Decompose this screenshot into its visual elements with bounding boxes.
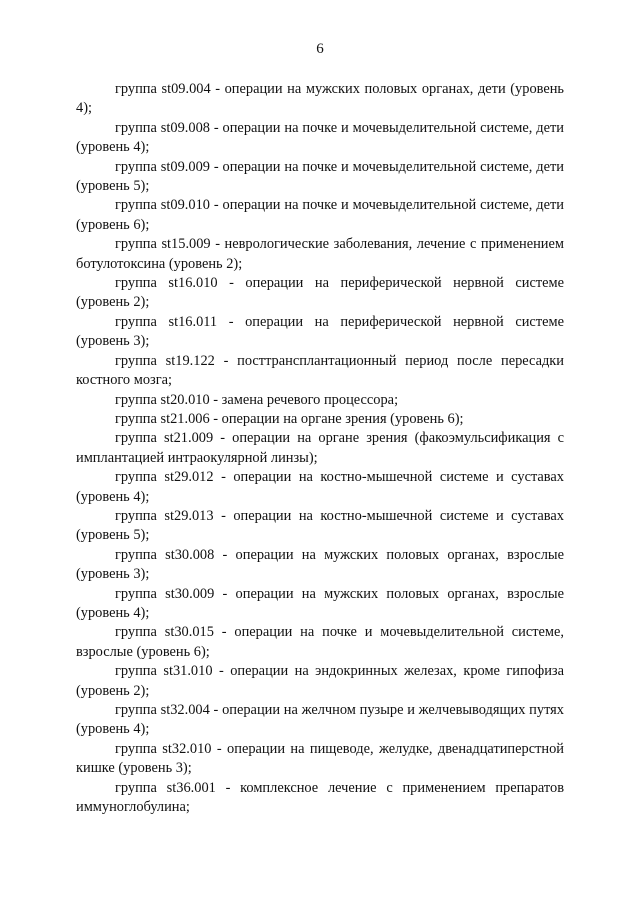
list-item: группа st09.010 - операции на почке и мочевыделительной системе, дети (уровень 6); — [76, 197, 564, 233]
list-item: группа st36.001 - комплексное лечение с применением препаратов иммуноглобулина; — [76, 779, 564, 816]
document-body — [76, 80, 564, 817]
list-item: группа st30.015 - операции на почке и мочевыделительной системе, взрослые (уровень 6); — [76, 624, 564, 660]
list-item: группа st29.012 - операции на костно-мышечной системе и суставах (уровень 4); — [76, 469, 564, 505]
list-item: группа st30.008 - операции на мужских половых органах, взрослые (уровень 3); — [76, 546, 564, 583]
list-item: группа st09.008 - операции на почке и мочевыделительной системе, дети (уровень 4); — [76, 119, 564, 156]
list-item: группа st21.009 - операции на органе зрения (факоэмульсификация с имплантацией интраокулярной линзы); — [76, 430, 564, 466]
list-item: группа st31.010 - операции на эндокринных железах, кроме гипофиза (уровень 2); — [76, 663, 564, 699]
list-item: группа st19.122 - посттрансплантационный период после пересадки костного мозга; — [76, 352, 564, 389]
list-item: группа st32.004 - операции на желчном пузыре и желчевыводящих путях (уровень 4); — [76, 702, 564, 738]
list-item: группа st15.009 - неврологические заболевания, лечение с применением ботулотоксина (уровень 2); — [76, 236, 564, 272]
list-item: группа st30.009 - операции на мужских половых органах, взрослые (уровень 4); — [76, 585, 564, 621]
list-item: группа st29.013 - операции на костно-мышечной системе и суставах (уровень 5); — [76, 507, 564, 544]
list-item: группа st09.009 - операции на почке и мочевыделительной системе, дети (уровень 5); — [76, 158, 564, 195]
page-number: 6 — [316, 41, 324, 57]
list-item: группа st21.006 - операции на органе зрения (уровень 6); — [115, 410, 464, 427]
list-item: группа st16.010 - операции на периферической нервной системе (уровень 2); — [76, 275, 564, 311]
list-item: группа st20.010 - замена речевого процессора; — [115, 391, 399, 408]
list-item: группа st16.011 - операции на периферической нервной системе (уровень 3); — [76, 313, 564, 350]
list-item: группа st32.010 - операции на пищеводе, желудке, двенадцатиперстной кишке (уровень 3); — [76, 740, 564, 777]
list-item: группа st09.004 - операции на мужских половых органах, дети (уровень 4); — [76, 81, 564, 117]
